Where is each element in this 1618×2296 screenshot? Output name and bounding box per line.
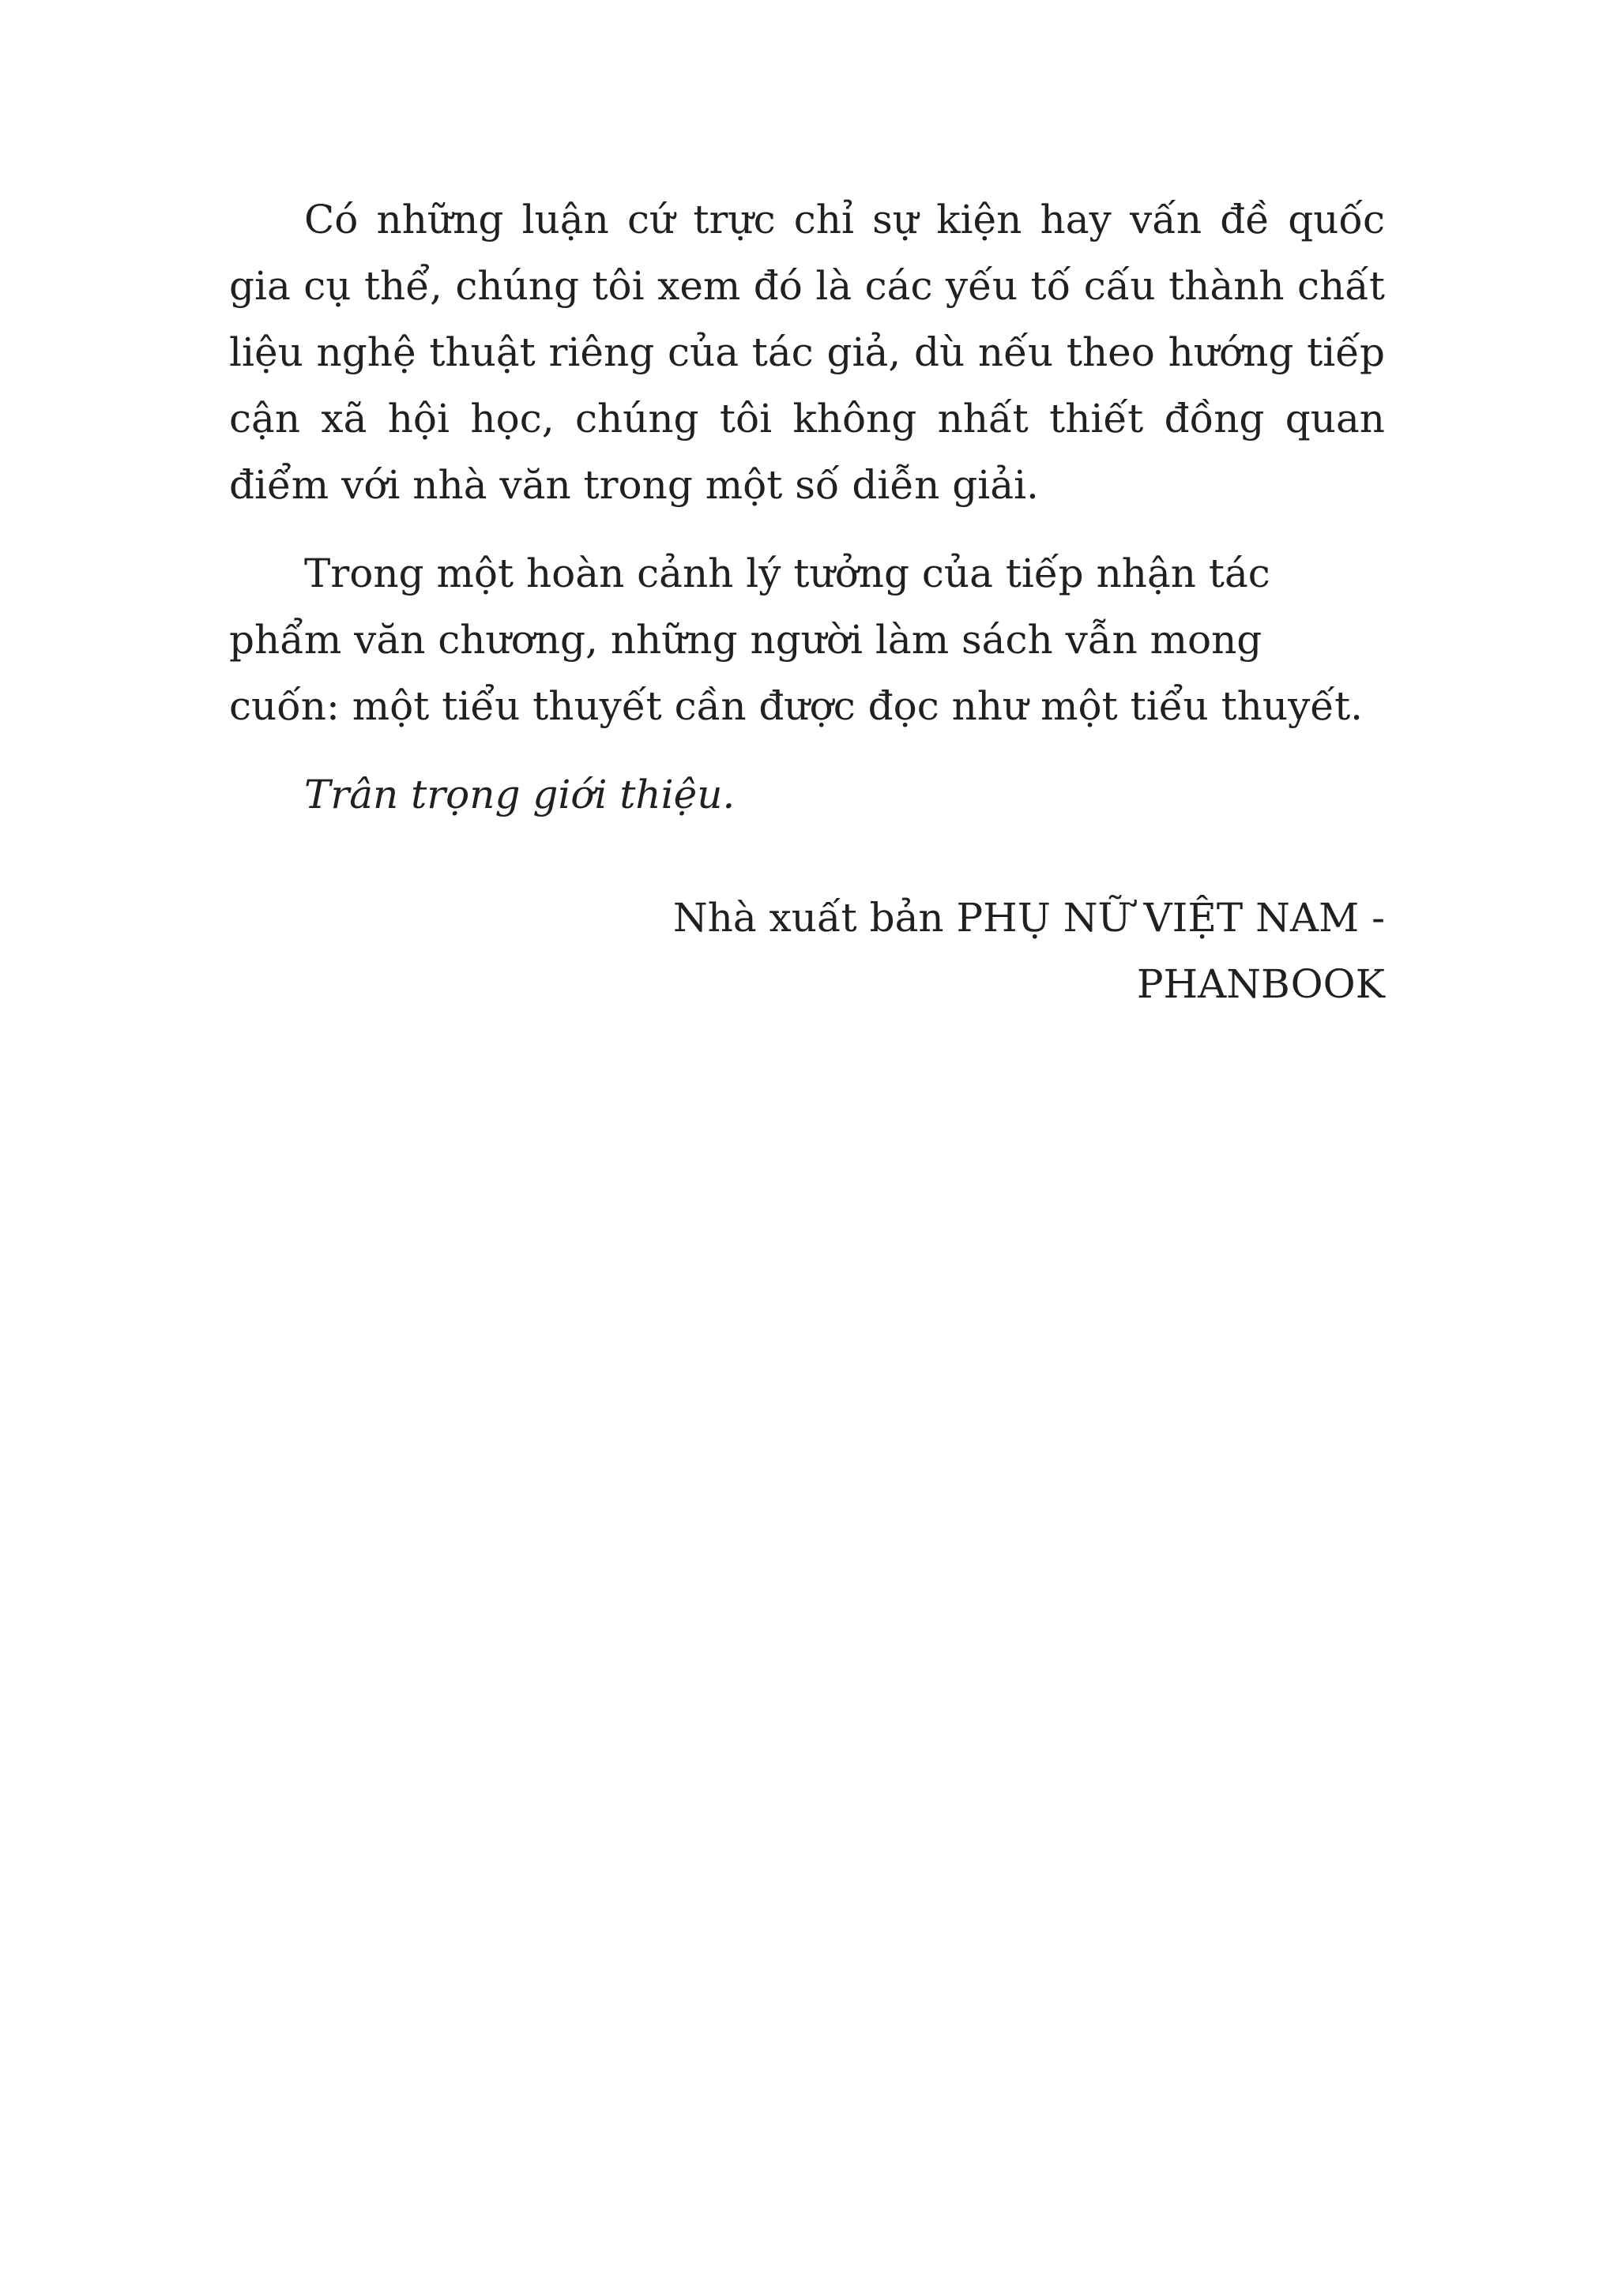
signature-line-1: Nhà xuất bản PHỤ NỮ VIỆT NAM -: [672, 895, 1385, 941]
paragraph-2: Trong một hoàn cảnh lý tưởng của tiếp nhận tác phẩm văn chương, những người làm sách vẫn mong cuốn: một tiểu thuyết cần được đọc như một tiểu thuyết.: [229, 551, 1364, 729]
paragraph-1: Có những luận cứ trực chỉ sự kiện hay vấn đề quốc gia cụ thể, chúng tôi xem đó là các yếu tố cấu thành chất liệu nghệ thuật riêng của tác giả, dù nếu theo hướng tiếp cận xã hội học, chúng tôi không nhất thiết đồng quan điểm với nhà văn trong một số diễn giải.: [229, 197, 1385, 508]
signature-line-2: PHANBOOK: [1136, 961, 1385, 1007]
publisher-signature: [229, 885, 1385, 1017]
closing-line: Trân trọng giới thiệu.: [304, 772, 736, 817]
page-body: [229, 186, 1385, 1017]
